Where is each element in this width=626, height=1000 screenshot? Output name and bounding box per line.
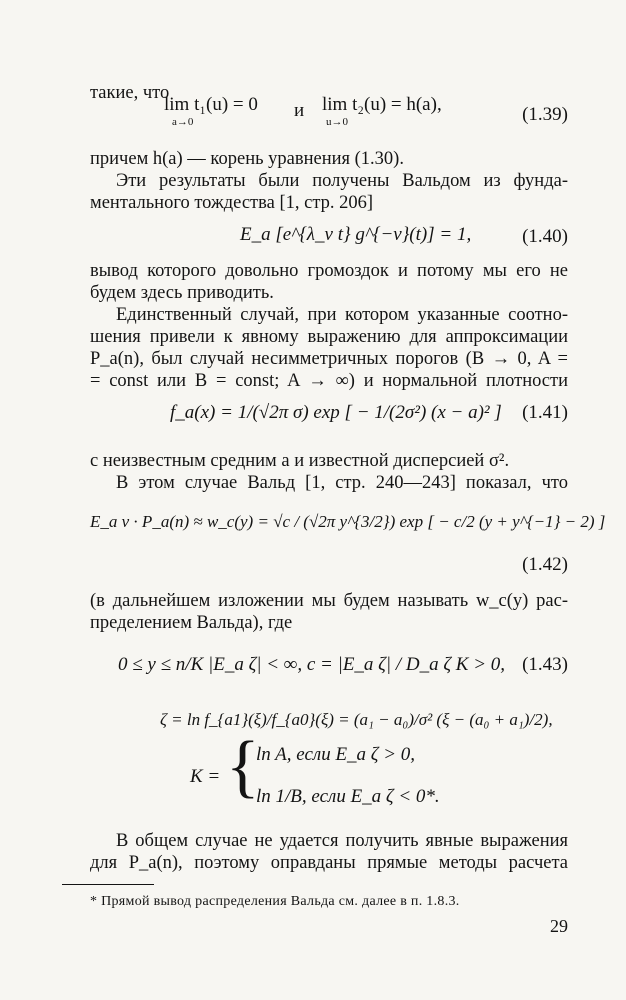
eq-number: (1.40) xyxy=(522,226,568,247)
page-number: 29 xyxy=(550,916,568,936)
text-line: Единственный случай, при котором указанные соотно- xyxy=(116,305,568,325)
text-line: (в дальнейшем изложении мы будем называть w_c(y) рас- xyxy=(90,591,568,611)
text-line: причем h(a) — корень уравнения (1.30). xyxy=(90,149,404,169)
limit-1-sub: a→0 xyxy=(172,116,194,128)
text-line: пределением Вальда), где xyxy=(90,613,293,633)
text-line: В общем случае не удается получить явные выражения xyxy=(116,831,568,851)
equation-1-43: 0 ≤ y ≤ n/K |E_a ζ| < ∞, c = |E_a ζ| / D_a ζ K > 0, xyxy=(118,654,506,675)
limit-1: lim t₁(u) = 0 xyxy=(164,94,258,115)
footnote-rule xyxy=(62,884,154,885)
zeta-definition: ζ = ln f_{a1}(ξ)/f_{a0}(ξ) = (a₁ − a₀)/σ² (ξ − (a₀ + a₁)/2), xyxy=(160,710,553,729)
text-line: Эти результаты были получены Вальдом из фунда- xyxy=(116,171,568,191)
text-line: = const или B = const; A → ∞) и нормальной плотности xyxy=(90,371,568,391)
eq-number: (1.39) xyxy=(522,104,568,125)
text-line: вывод которого довольно громоздок и потому мы его не xyxy=(90,261,568,281)
equation-1-41: f_a(x) = 1/(√2π σ) exp [ − 1/(2σ²) (x − a)² ] xyxy=(170,402,502,423)
text-line: будем здесь приводить. xyxy=(90,283,274,303)
text-line: для P_a(n), поэтому оправданы прямые методы расчета xyxy=(90,853,568,873)
equation-and: и xyxy=(294,100,305,121)
text-line: шения привели к явному выражению для аппроксимации xyxy=(90,327,568,347)
k-case-1: ln A, если E_a ζ > 0, xyxy=(256,744,416,765)
text-line: с неизвестным средним a и известной дисперсией σ². xyxy=(90,451,510,471)
k-case-2: ln 1/B, если E_a ζ < 0*. xyxy=(256,786,440,807)
equation-1-40: E_a [e^{λ_v t} g^{−v}(t)] = 1, xyxy=(240,224,472,245)
limit-2: lim t₂(u) = h(a), xyxy=(322,94,442,115)
eq-number: (1.42) xyxy=(522,554,568,575)
text-line: P_a(n), был случай несимметричных порогов (B → 0, A = xyxy=(90,349,568,369)
eq-number: (1.41) xyxy=(522,402,568,423)
text-line: В этом случае Вальд [1, стр. 240—243] показал, что xyxy=(116,473,568,493)
footnote: * Прямой вывод распределения Вальда см. далее в п. 1.8.3. xyxy=(90,894,460,909)
k-label: K = xyxy=(190,766,221,787)
text-line: такие, что xyxy=(90,83,170,103)
limit-2-sub: u→0 xyxy=(326,116,348,128)
eq-number: (1.43) xyxy=(522,654,568,675)
equation-1-39 xyxy=(164,94,258,116)
equation-1-42: E_a v · P_a(n) ≈ w_c(y) = √c / (√2π y^{3/2}) exp [ − c/2 (y + y^{−1} − 2) ] xyxy=(90,512,606,531)
text-line: ментального тождества [1, стр. 206] xyxy=(90,193,374,213)
brace-left: { xyxy=(226,728,260,805)
